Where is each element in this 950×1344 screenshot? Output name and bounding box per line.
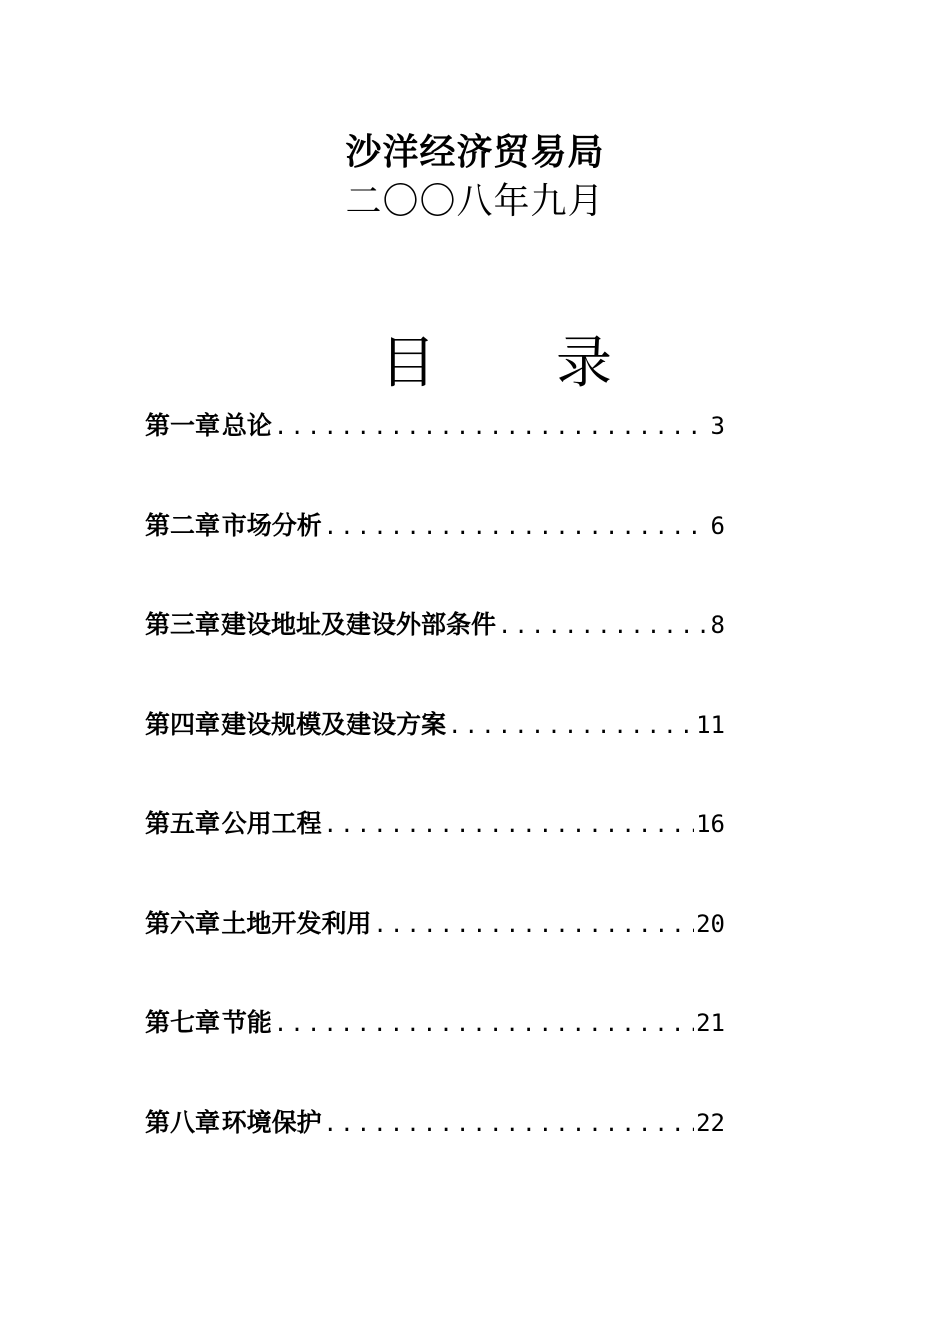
toc-heading: 市场分析 (221, 510, 322, 540)
toc-entry-6[interactable] (145, 902, 725, 1002)
toc-chapter-label: 第五章 (145, 809, 221, 838)
toc-entry-7[interactable] (145, 1001, 725, 1101)
toc-entry-5[interactable] (145, 802, 725, 902)
organization-name: 沙洋经济贸易局 (345, 131, 605, 173)
toc-heading: 建设规模及建设方案 (221, 709, 447, 739)
toc-page-number: 22 (696, 1108, 725, 1137)
toc-title-char-2: 录 (556, 331, 612, 396)
toc-page-number: 11 (696, 710, 725, 739)
toc-page-number: 8 (710, 611, 725, 639)
toc-entry-3[interactable] (145, 603, 725, 703)
toc-entry-1[interactable] (145, 404, 725, 504)
toc-chapter-label: 第四章 (145, 709, 221, 739)
toc-chapter-label: 第八章 (145, 1107, 221, 1137)
toc-dot-leader (324, 1103, 694, 1147)
toc-heading: 建设地址及建设外部条件 (220, 610, 496, 639)
toc-page-number: 21 (696, 1009, 725, 1037)
toc-page-number: 20 (696, 909, 725, 938)
toc-entry-2[interactable] (145, 504, 725, 604)
toc-entry-8[interactable] (145, 1101, 725, 1201)
toc-dot-leader (373, 904, 694, 948)
toc-page-number: 3 (710, 412, 725, 440)
toc-chapter-label: 第三章 (145, 610, 221, 639)
toc-title (380, 328, 612, 400)
toc-heading: 总论 (221, 411, 272, 440)
toc-chapter-label: 第二章 (145, 510, 221, 540)
toc-dot-leader (498, 605, 709, 649)
toc-page-number: 6 (710, 511, 725, 540)
toc-entry-4[interactable] (145, 703, 725, 803)
toc-list (145, 404, 725, 1200)
toc-dot-leader (324, 804, 694, 848)
toc-chapter-label: 第六章 (145, 908, 221, 938)
toc-dot-leader (274, 406, 709, 450)
toc-heading: 节能 (221, 1008, 272, 1037)
toc-title-char-1: 目 (380, 331, 436, 396)
toc-heading: 公用工程 (221, 809, 322, 838)
toc-chapter-label: 第一章 (145, 411, 221, 440)
toc-heading: 环境保护 (221, 1107, 322, 1137)
toc-page-number: 16 (696, 810, 725, 838)
toc-dot-leader (324, 506, 709, 550)
toc-chapter-label: 第七章 (145, 1008, 221, 1037)
issue-date: 二〇〇八年九月 (345, 181, 605, 222)
toc-dot-leader (448, 705, 694, 749)
toc-dot-leader (274, 1003, 694, 1047)
toc-heading: 土地开发利用 (221, 908, 372, 938)
